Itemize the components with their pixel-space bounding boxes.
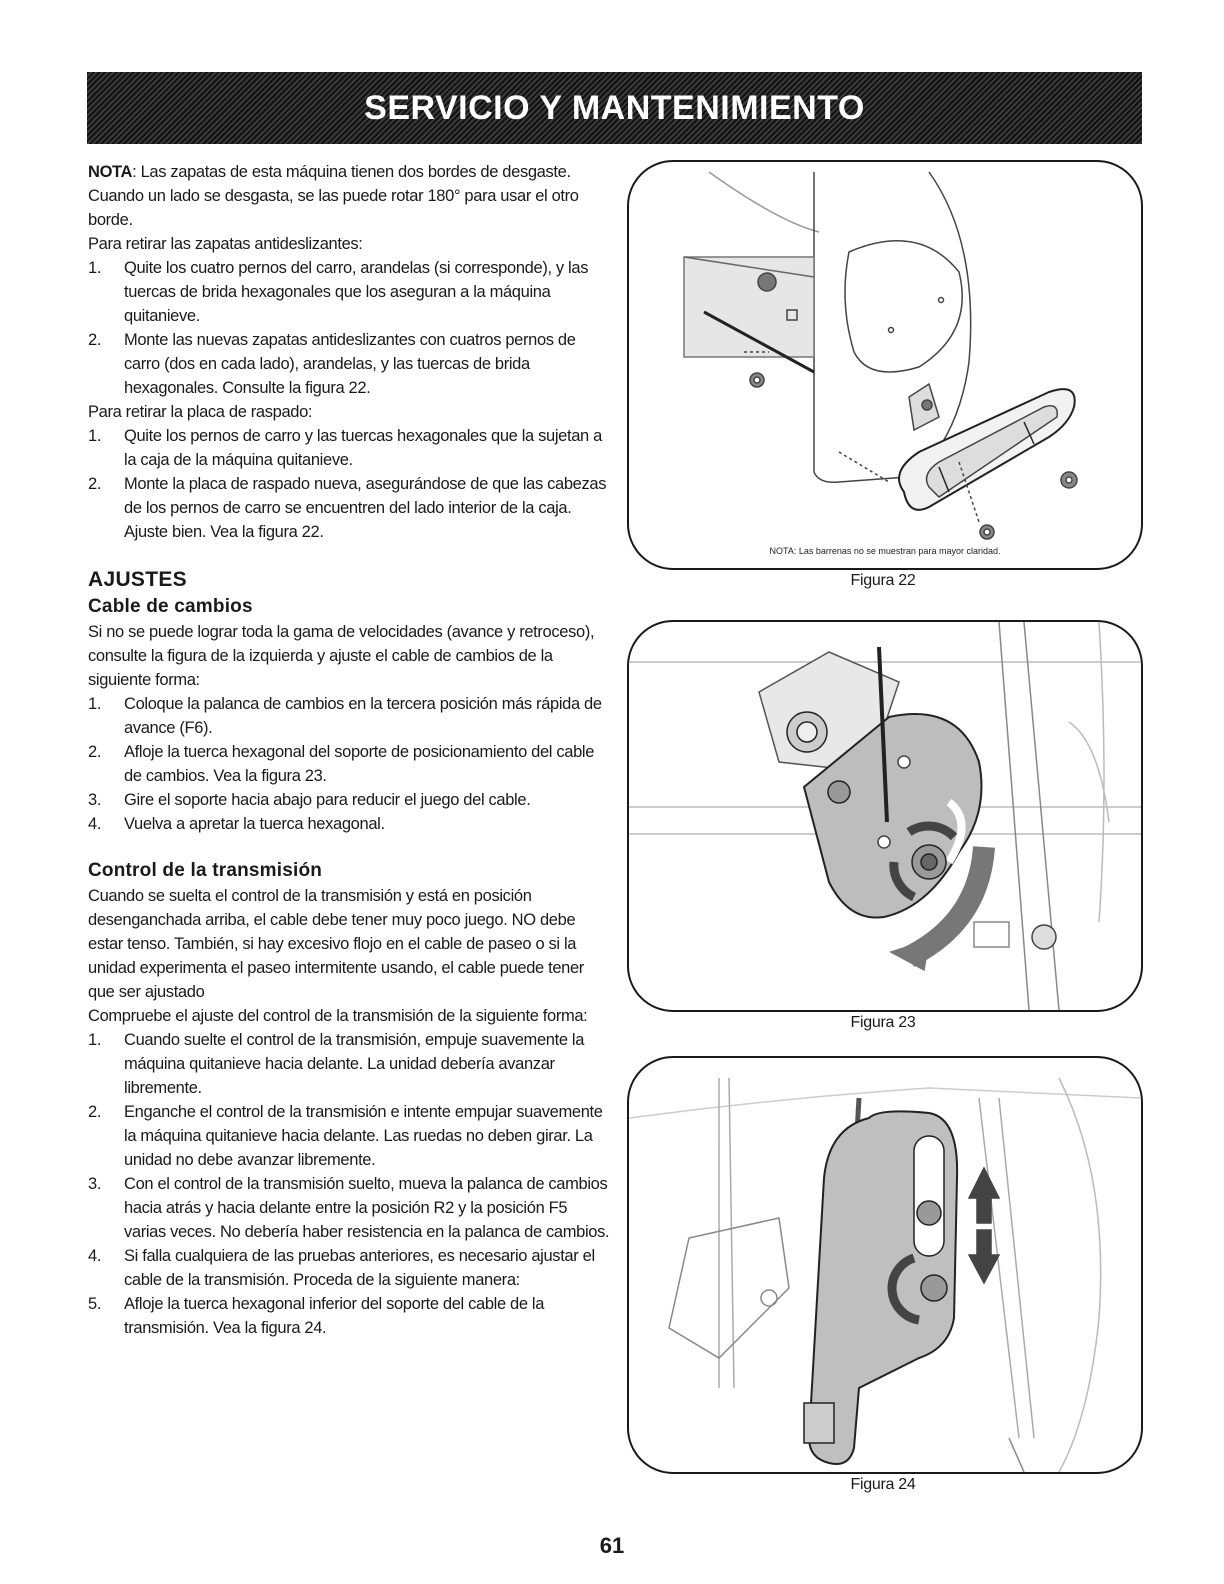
step-text: Cuando suelte el control de la transmisión, empuje suavemente la máquina quitanieve hacia delante. La unidad debería avanzar libremente. <box>124 1031 585 1097</box>
list-item: 2. Monte la placa de raspado nueva, asegurándose de que las cabezas de los pernos de carro se encuentren del lado interior de la caja. Ajuste bien. Vea la figura 22. <box>88 475 607 541</box>
scraper-steps-list <box>88 424 613 544</box>
figure-24 <box>627 1056 1143 1474</box>
step-text: Vuelva a apretar la tuerca hexagonal. <box>124 815 385 833</box>
list-item: 1. Quite los cuatro pernos del carro, arandelas (si corresponde), y las tuercas de brida hexagonales que los aseguran a la máquina quitanieve. <box>88 259 589 325</box>
section-banner <box>87 72 1142 144</box>
shift-cable-heading: Cable de cambios <box>88 596 253 617</box>
step-text: Afloje la tuerca hexagonal del soporte de posicionamiento del cable de cambios. Vea la figura 23. <box>124 743 595 785</box>
list-item: 1. Coloque la palanca de cambios en la tercera posición más rápida de avance (F6). <box>88 695 602 737</box>
shift-cable-intro: Si no se puede lograr toda la gama de velocidades (avance y retroceso), consulte la figura de la izquierda y ajuste el cable de cambios de la siguiente forma: <box>88 623 595 689</box>
figure-24-caption: Figura 24 <box>850 1476 916 1493</box>
figure-22-illustration <box>629 162 1141 568</box>
step-text: Coloque la palanca de cambios en la tercera posición más rápida de avance (F6). <box>124 695 602 737</box>
step-text: Quite los cuatro pernos del carro, arandelas (si corresponde), y las tuercas de brida hexagonales que los aseguran a la máquina quitanieve. <box>124 259 589 325</box>
list-item: 1. Cuando suelte el control de la transmisión, empuje suavemente la máquina quitanieve hacia delante. La unidad debería avanzar libremente. <box>88 1031 585 1097</box>
figure-24-illustration <box>629 1058 1141 1472</box>
page-number: 61 <box>599 1533 625 1558</box>
adjustments-heading: AJUSTES <box>88 568 187 591</box>
left-column <box>88 160 613 1340</box>
drive-control-check: Compruebe el ajuste del control de la transmisión de la siguiente forma: <box>88 1007 588 1025</box>
figure-23-caption: Figura 23 <box>850 1014 916 1031</box>
list-item: 1. Quite los pernos de carro y las tuercas hexagonales que la sujetan a la caja de la máquina quitanieve. <box>88 427 602 469</box>
step-text: Quite los pernos de carro y las tuercas hexagonales que la sujetan a la caja de la máquina quitanieve. <box>124 427 602 469</box>
skid-heading: Para retirar las zapatas antideslizantes: <box>88 235 363 253</box>
drive-control-heading: Control de la transmisión <box>88 860 323 881</box>
drive-control-steps-list <box>88 1028 613 1340</box>
figure-22 <box>627 160 1143 570</box>
figure-22-caption: Figura 22 <box>850 572 916 589</box>
step-text: Monte las nuevas zapatas antideslizantes con cuatros pernos de carro (dos en cada lado), arandelas, y las tuercas de brida hexagonales. Consulte la figura 22. <box>124 331 576 397</box>
list-item: 3. Gire el soporte hacia abajo para reducir el juego del cable. <box>88 791 531 809</box>
step-text: Con el control de la transmisión suelto, mueva la palanca de cambios hacia atrás y hacia delante entre la posición R2 y la posición F5 varias veces. No debería haber resistencia en la palanca de cambios. <box>124 1175 610 1241</box>
skid-steps-list <box>88 256 613 400</box>
list-item: 2. Afloje la tuerca hexagonal del soporte de posicionamiento del cable de cambios. Vea la figura 23. <box>88 743 595 785</box>
page-title: SERVICIO Y MANTENIMIENTO <box>364 88 865 127</box>
step-text: Gire el soporte hacia abajo para reducir el juego del cable. <box>124 791 531 809</box>
drive-control-intro: Cuando se suelta el control de la transmisión y está en posición desenganchada arriba, el cable debe tener muy poco juego. NO debe estar tenso. También, si hay excesivo flojo en el cable de paseo o si la unidad experimenta el paseo intermitente usando, el cable puede tener que ser ajustado <box>88 887 584 1001</box>
figure-22-note: NOTA: Las barrenas no se muestran para mayor claridad. <box>769 546 1001 556</box>
list-item: 4. Vuelva a apretar la tuerca hexagonal. <box>88 815 385 833</box>
step-text: Enganche el control de la transmisión e intente empujar suavemente la máquina quitanieve hacia delante. Las ruedas no deben girar. La unidad no debe avanzar libremente. <box>124 1103 603 1169</box>
step-text: Si falla cualquiera de las pruebas anteriores, es necesario ajustar el cable de la transmisión. Proceda de la siguiente manera: <box>124 1247 595 1289</box>
list-item: 3. Con el control de la transmisión suelto, mueva la palanca de cambios hacia atrás y hacia delante entre la posición R2 y la posición F5 varias veces. No debería haber resistencia en la palanca de cambios. <box>88 1175 610 1241</box>
step-text: Afloje la tuerca hexagonal inferior del soporte del cable de la transmisión. Vea la figura 24. <box>124 1295 545 1337</box>
list-item: 2. Enganche el control de la transmisión e intente empujar suavemente la máquina quitanieve hacia delante. Las ruedas no deben girar. La unidad no debe avanzar libremente. <box>88 1103 603 1169</box>
note-text: : Las zapatas de esta máquina tienen dos bordes de desgaste. Cuando un lado se desgasta, se las puede rotar 180° para usar el otro borde. <box>88 163 579 229</box>
figure-23-illustration <box>629 622 1141 1010</box>
list-item: 4. Si falla cualquiera de las pruebas anteriores, es necesario ajustar el cable de la transmisión. Proceda de la siguiente manera: <box>88 1247 595 1289</box>
list-item: 5. Afloje la tuerca hexagonal inferior del soporte del cable de la transmisión. Vea la figura 24. <box>88 1295 545 1337</box>
figure-23 <box>627 620 1143 1012</box>
list-item: 2. Monte las nuevas zapatas antideslizantes con cuatros pernos de carro (dos en cada lado), arandelas, y las tuercas de brida hexagonales. Consulte la figura 22. <box>88 331 576 397</box>
shift-cable-steps-list <box>88 692 613 836</box>
scraper-heading: Para retirar la placa de raspado: <box>88 403 313 421</box>
step-text: Monte la placa de raspado nueva, asegurándose de que las cabezas de los pernos de carro se encuentren del lado interior de la caja. Ajuste bien. Vea la figura 22. <box>124 475 607 541</box>
note-paragraph <box>88 160 613 232</box>
note-label: NOTA <box>88 163 133 181</box>
